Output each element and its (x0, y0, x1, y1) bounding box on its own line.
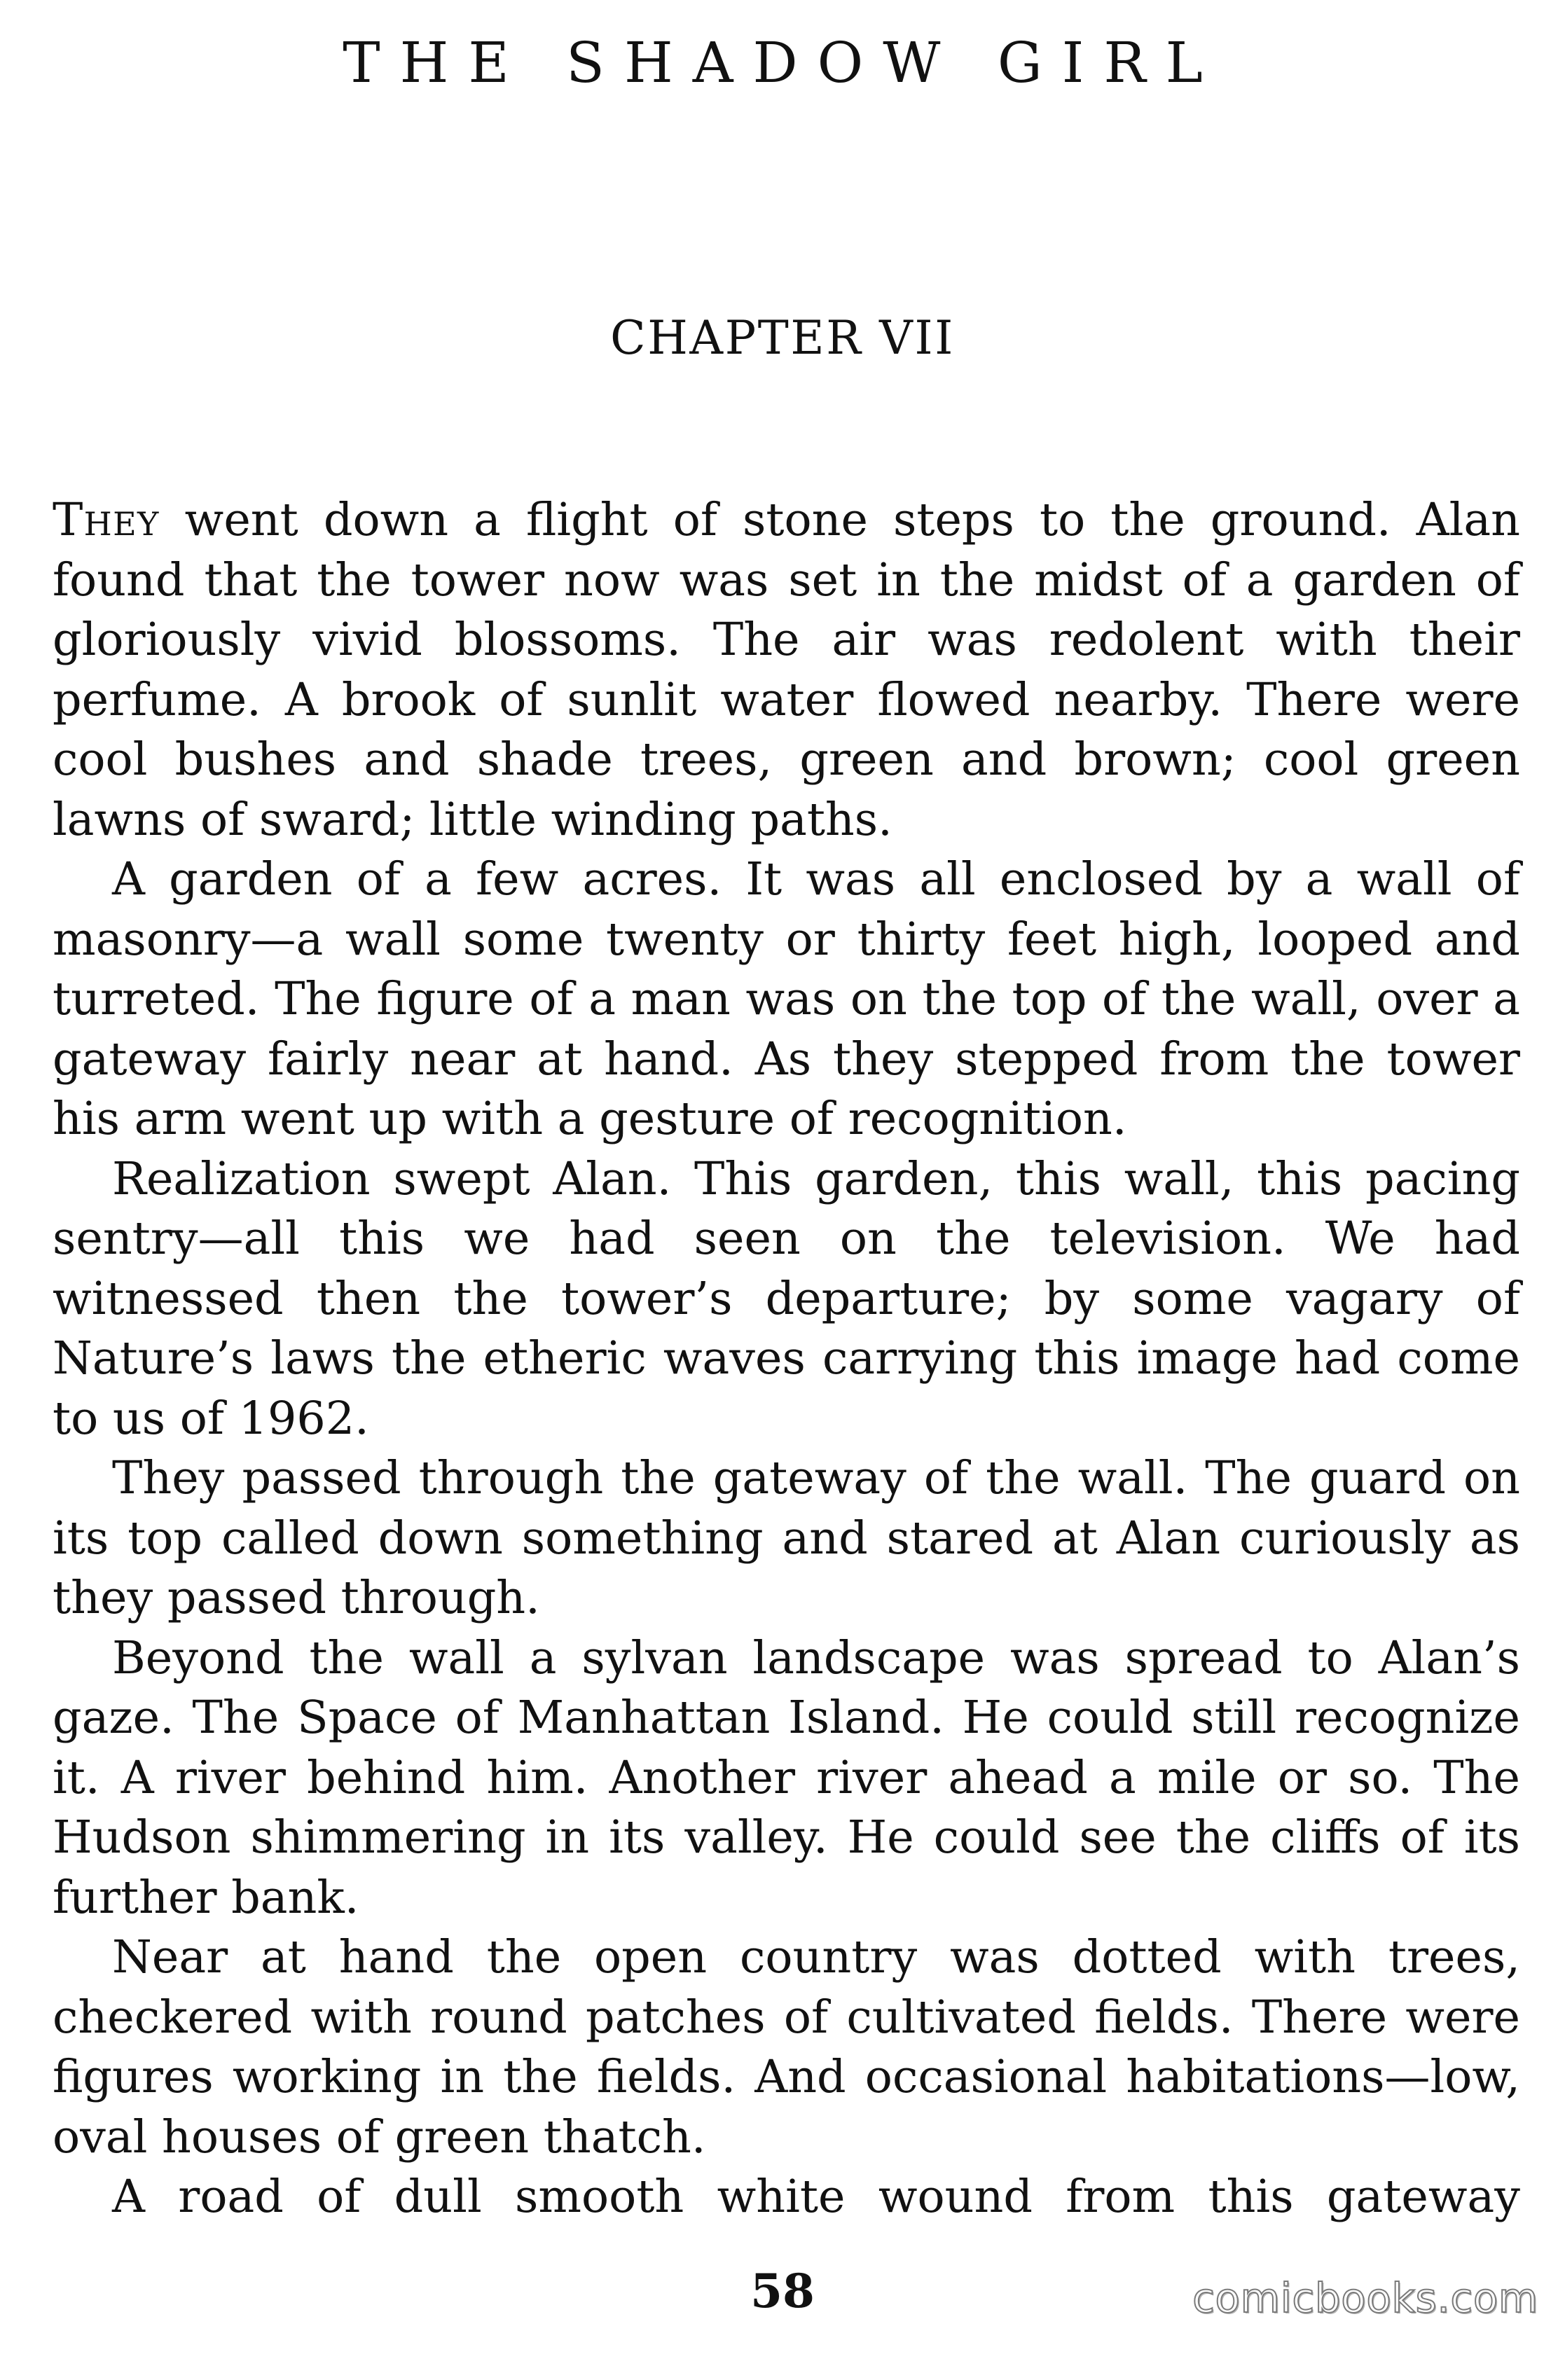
paragraph: Beyond the wall a sylvan landscape was spread to Alan’s gaze. The Space of Manhattan Island. He could still recognize it. A river behind him. Another river ahead a mile or so. The Hudson shimmering in its valley. He could see the cliffs of its further bank. (53, 1631, 1520, 1924)
page-number: 58 (750, 2264, 815, 2318)
watermark: comicbooks.com (1192, 2274, 1538, 2322)
paragraph: They passed through the gateway of the wall. The guard on its top called down something and stared at Alan curiously as they passed through. (53, 1452, 1520, 1624)
running-header: THE SHADOW GIRL (343, 30, 1222, 95)
chapter-heading: CHAPTER VII (610, 311, 955, 365)
paragraph: Near at hand the open country was dotted with trees, checkered with round patches of cultivated fields. There were figures working in the fields. And occasional habitations—low, oval houses of green thatch. (53, 1931, 1520, 2164)
paragraph: Realization swept Alan. This garden, this wall, this pacing sentry—all this we had seen on the television. We had witnessed then the tower’s departure; by some vagary of Nature’s laws the etheric waves carrying this image had come to us of 1962. (53, 1152, 1520, 1445)
paragraph (53, 490, 1520, 850)
paragraph-text: went down a flight of stone steps to the ground. Alan found that the tower now was set in the midst of a garden of gloriously vivid blossoms. The air was redolent with their perfume. A brook of sunlit water flowed nearby. There were cool bushes and shade trees, green and brown; cool green lawns of sward; little winding paths. (53, 494, 1520, 846)
paragraph: A garden of a few acres. It was all enclosed by a wall of masonry—a wall some twenty or thirty feet high, looped and turreted. The figure of a man was on the top of the wall, over a gateway fairly near at hand. As they stepped from the tower his arm went up with a gesture of recognition. (53, 853, 1520, 1145)
body-text (53, 490, 1520, 2227)
paragraph-lead-word: They (53, 494, 160, 546)
paragraph: A road of dull smooth white wound from this gateway (112, 2171, 1520, 2223)
